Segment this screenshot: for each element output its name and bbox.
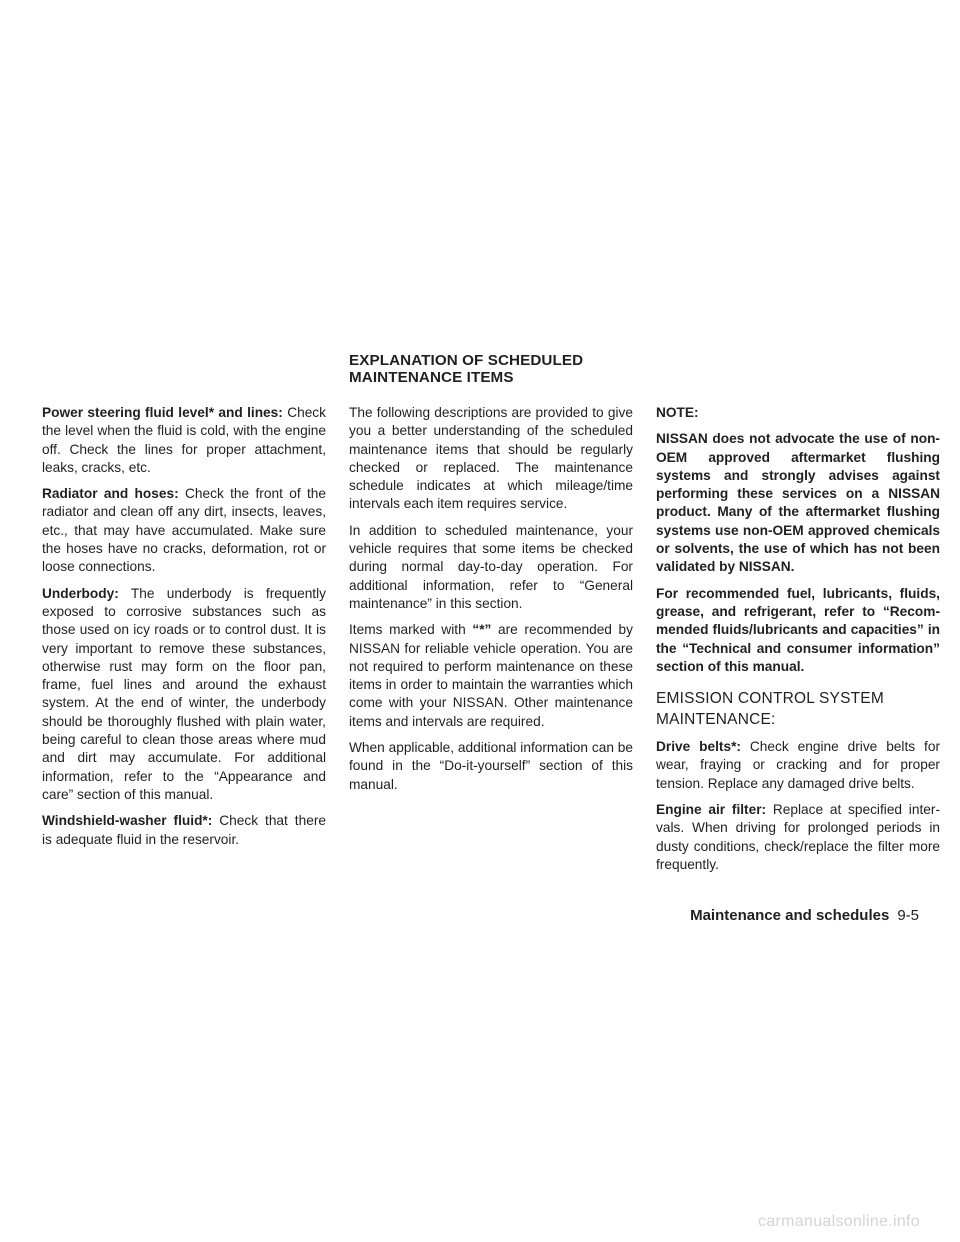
power-steering-term: Power steering fluid level* and lines: [42, 405, 283, 420]
day-to-day-paragraph: In addition to scheduled maintenance, your vehicle requires that some items be checked during normal day-to-day operation. For additional information, refer to “General maintenance” in this section. [349, 522, 633, 611]
drive-belts-text: Check engine drive belts for wear, fraying or cracking and for proper tension. Replace any damaged drive belts. [656, 739, 940, 791]
note-text: NISSAN does not advocate the use of non-OEM approved aftermarket flushing systems and strongly advises against performing these services on a NISSAN product. Many of the aftermarket flushing systems use non-OEM approved chemicals or solvents, the use of which has not been validated by NISSAN. [656, 431, 940, 575]
items-marked-before: Items marked with [349, 622, 473, 638]
additional-info-paragraph: When applicable, additional information can be found in the “Do-it-yourself” section of this manual. [349, 740, 633, 792]
radiator-text: Check the front of the radiator and clean off any dirt, insects, leaves, etc., that may have accumulated. Make sure the hoses have no cracks, deformation, rot or loose connections. [42, 486, 327, 575]
washer-fluid-term: Windshield-washer fluid*: [42, 813, 213, 829]
chapter-title: Maintenance and schedules [690, 907, 890, 924]
note-label: NOTE: [656, 405, 699, 420]
watermark: carmanualsonline.info [758, 1213, 920, 1230]
air-filter-text: Replace at specified intervals. When driving for prolonged periods in dusty conditions, check/replace the filter more frequently. [656, 802, 940, 872]
underbody-term: Underbody: [42, 585, 119, 601]
washer-fluid-item [42, 812, 326, 849]
section-title: EXPLANATION OF SCHEDULED MAINTENANCE ITEMS [349, 352, 584, 386]
washer-fluid-text: Check that there is adequate fluid in the reservoir. [42, 813, 326, 847]
power-steering-item [42, 404, 326, 477]
page-footer [690, 906, 919, 926]
air-filter-item [656, 801, 940, 874]
drive-belts-term: Drive belts*: [656, 739, 741, 755]
column-left [42, 404, 326, 857]
intro-paragraph: The following descriptions are provided to give you a better understanding of the scheduled maintenance items that should be regularly checked or replaced. The maintenance schedule indicates at which mileage/time intervals each item requires service. [349, 405, 633, 512]
drive-belts-item [656, 738, 940, 793]
underbody-item [42, 585, 326, 805]
asterisk-mark: “*” [472, 622, 492, 638]
power-steering-text: Check the level when the fluid is cold, with the engine off. Check the lines for proper attachment, leaks, cracks, etc. [42, 405, 326, 475]
underbody-text: The underbody is frequently exposed to corrosive substances such as those used on icy roads or to control dust. It is very important to remove these substances, otherwise rust may form on the floor pan, frame, fuel lines and around the exhaust system. At the end of winter, the underbody should be thoroughly flushed with plain water, being careful to clean those areas where mud and dirt may accumulate. For additional information, refer to the “Appearance and care” section of this manual. [42, 585, 326, 802]
column-middle [349, 404, 633, 802]
recommended-fluids-text: For recommended fuel, lubricants, fluids, grease, and refrigerant, refer to “Recommended fluids/lubricants and capacities” in the “Technical and consumer information” section of this manual. [656, 585, 940, 674]
radiator-term: Radiator and hoses: [42, 486, 179, 502]
items-marked-after: are recommended by NISSAN for reliable vehicle operation. You are not required to perform maintenance on these items in order to maintain the warranties which come with your NISSAN. Other maintenance items and intervals are required. [349, 622, 634, 729]
air-filter-term: Engine air filter: [656, 802, 767, 818]
radiator-item [42, 485, 326, 576]
page-number: 9-5 [897, 907, 919, 924]
column-right [656, 404, 940, 882]
items-marked-paragraph [349, 621, 633, 731]
emission-subheading: EMISSION CONTROL SYSTEM MAINTENANCE: [656, 690, 884, 729]
